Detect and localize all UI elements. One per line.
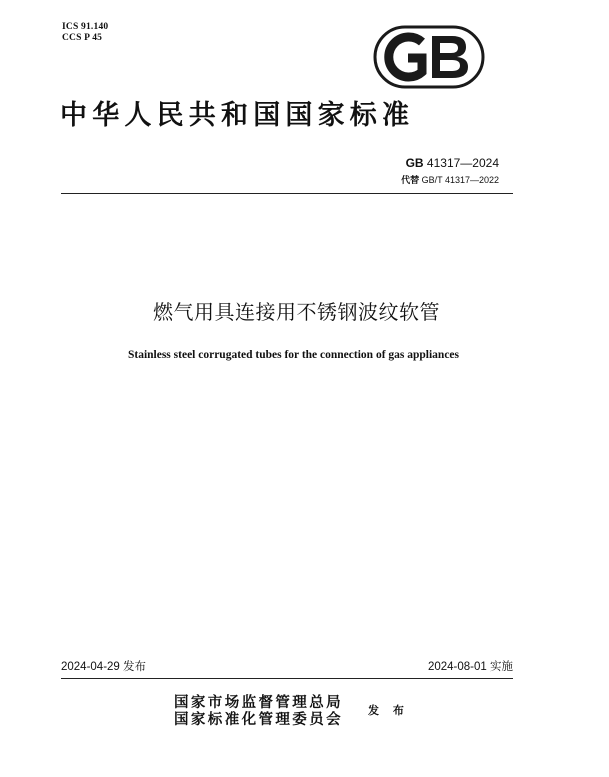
- chinese-title: [0, 298, 609, 326]
- replaces-label: 代替: [401, 175, 420, 185]
- classification-codes: [62, 22, 108, 44]
- national-standard-title: 中华人民共和国国家标准: [60, 100, 415, 131]
- standard-number: [401, 155, 499, 171]
- standard-code: 41317—2024: [426, 156, 499, 170]
- publish-date: 2024-04-29 发布: [61, 661, 147, 673]
- ccs-code: CCS P 45: [62, 33, 103, 43]
- standard-number-block: [401, 155, 499, 187]
- issuer-samr: 国家市场监督管理总局: [174, 694, 343, 711]
- top-divider: [61, 193, 513, 194]
- gb-logo-icon: [372, 24, 486, 90]
- issuer-sac: 国家标准化管理委员会: [174, 711, 343, 728]
- english-title: [0, 347, 609, 363]
- publish-label: 发 布: [368, 704, 409, 717]
- bottom-divider: [61, 678, 513, 679]
- english-title-text: Stainless steel corrugated tubes for the connection of gas appliances: [127, 349, 460, 361]
- implementation-date: 2024-08-01 实施: [427, 661, 513, 673]
- replaces-number: GB/T 41317—2022: [421, 175, 499, 185]
- replaces-line: [401, 173, 499, 187]
- chinese-title-text: 燃气用具连接用不锈钢波纹软管: [153, 300, 440, 324]
- standard-prefix: GB: [405, 156, 424, 170]
- issuing-authorities: [174, 694, 343, 728]
- ics-code: ICS 91.140: [62, 22, 109, 32]
